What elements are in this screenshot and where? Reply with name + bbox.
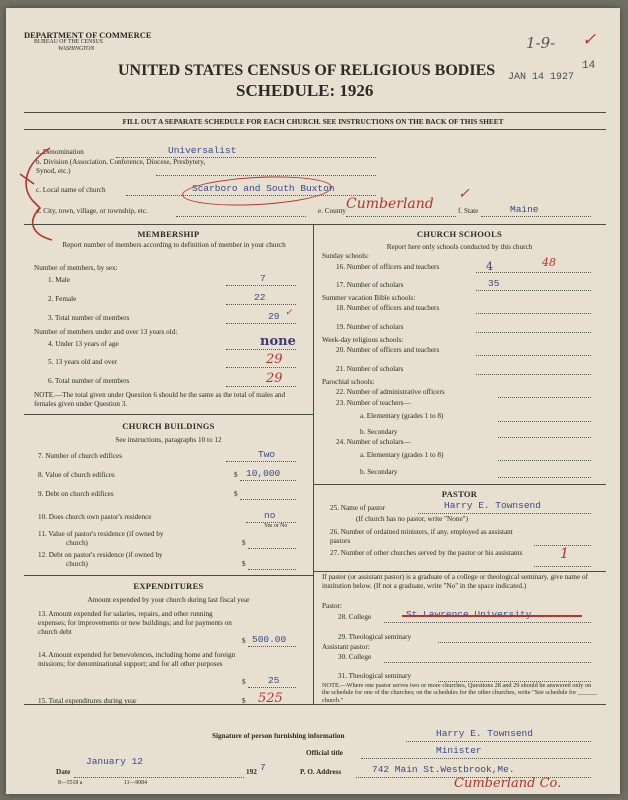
sunday-label: Sunday schools:: [322, 252, 369, 260]
q23-label: 23. Number of teachers—: [336, 399, 411, 407]
county-value: Cumberland: [346, 196, 434, 212]
city-label: WASHINGTON: [58, 46, 95, 52]
form-subtitle: SCHEDULE: 1926: [236, 81, 374, 100]
official-title-label: Official title: [306, 749, 343, 757]
pastor-note: NOTE.—Where one pastor serves two or more churches, Questions 28 and 29 should be answered only on the schedule for one of the churches; on the schedules for the other churches, write "See schedule for ______ church.": [322, 682, 597, 704]
q16-value-b: 48: [542, 256, 556, 269]
signature-label: Signature of person furnishing information: [212, 732, 345, 740]
buildings-sub: See instructions, paragraphs 10 to 12: [115, 436, 222, 444]
print-number: 11—9084: [124, 780, 147, 786]
q23b-label: b. Secondary: [360, 428, 398, 436]
q13-value: 500.00: [252, 634, 287, 645]
pastor-sub-label: Pastor:: [322, 602, 342, 610]
q3-label: 3. Total number of members: [48, 314, 130, 322]
department-label: DEPARTMENT OF COMMERCE: [24, 30, 152, 40]
q24a-label: a. Elementary (grades 1 to 8): [360, 451, 444, 459]
q6-label: 6. Total number of members: [48, 377, 130, 385]
q5-label: 5. 13 years old and over: [48, 358, 118, 366]
received-stamp: JAN 14 1927: [508, 72, 575, 83]
rule: [24, 129, 606, 130]
q25-label: 25. Name of pastor: [330, 504, 386, 512]
red-circle-mark: [181, 173, 332, 209]
summer-label: Summer vacation Bible schools:: [322, 294, 416, 302]
q10-value: no: [264, 510, 276, 521]
expenditures-sub: Amount expended by your church during last fiscal year: [87, 596, 250, 604]
red-corner-mark: ✓: [582, 30, 597, 50]
corner-note: 1-9-: [526, 34, 556, 52]
q17-value: 35: [488, 278, 500, 289]
q25-value: Harry E. Townsend: [444, 500, 541, 511]
q31-label: 31. Theological seminary: [338, 672, 412, 680]
county-check-mark: ✓: [458, 186, 470, 202]
q3-check-mark: ✓: [285, 308, 293, 318]
membership-heading: MEMBERSHIP: [137, 229, 200, 239]
official-title-value: Minister: [436, 745, 482, 756]
q7-value: Two: [258, 449, 276, 460]
q18-label: 18. Number of officers and teachers: [336, 304, 440, 312]
yes-no-hint: Yes or No: [264, 523, 288, 529]
q4-value: none: [260, 334, 296, 349]
q2-value: 22: [254, 292, 266, 303]
instruction-line: FILL OUT A SEPARATE SCHEDULE FOR EACH CHURCH. SEE INSTRUCTIONS ON THE BACK OF THIS SHEET: [122, 117, 504, 126]
date-label: Date: [56, 768, 71, 776]
q25-note: (If church has no pastor, write "None"): [356, 515, 468, 523]
expenditures-heading: EXPENDITURES: [133, 581, 204, 591]
q17-label: 17. Number of scholars: [336, 281, 404, 289]
q11-label: 11. Value of pastor's residence (if owned by: [38, 530, 164, 538]
q1-label: 1. Male: [48, 276, 70, 284]
q13-label: 13. Amount expended for salaries, repairs, and other running expenses; for improvements or new buildings; and for payments on church debt: [38, 610, 232, 636]
q11-label-cont: church): [66, 539, 88, 547]
q14-value: 25: [268, 675, 280, 686]
year-digit: 7: [260, 762, 266, 773]
q4-label: 4. Under 13 years of age: [48, 340, 119, 348]
q9-label: 9. Debt on church edifices: [38, 490, 114, 498]
church-name-value: Scarboro and South Buxton: [192, 183, 335, 194]
q27-value: 1: [560, 546, 569, 562]
state-value: Maine: [510, 204, 539, 215]
q12-label: 12. Debt on pastor's residence (if owned by: [38, 551, 163, 559]
q24-label: 24. Number of scholars—: [336, 438, 411, 446]
q16-value-a: 4: [486, 260, 493, 273]
q15-label: 15. Total expenditures during year: [38, 697, 137, 705]
q28-label: 28. College: [338, 613, 372, 621]
q20-label: 20. Number of officers and teachers: [336, 346, 440, 354]
q23a-label: a. Elementary (grades 1 to 8): [360, 412, 444, 420]
signature-value: Harry E. Townsend: [436, 728, 533, 739]
q19-label: 19. Number of scholars: [336, 323, 404, 331]
church-name-label: c. Local name of church: [36, 186, 106, 194]
by-sex-label: Number of members, by sex:: [34, 264, 118, 272]
buildings-heading: CHURCH BUILDINGS: [122, 421, 215, 431]
q27-label: 27. Number of other churches served by the pastor or his assistants: [330, 549, 523, 557]
q2-label: 2. Female: [48, 295, 77, 303]
schools-heading: CHURCH SCHOOLS: [416, 229, 503, 239]
division-label: b. Division (Association, Conference, Diocese, Presbytery, Synod, etc.): [36, 158, 206, 175]
form-number: 8—5518 a: [58, 780, 83, 786]
q30-label: 30. College: [338, 653, 372, 661]
state-label: f. State: [458, 207, 479, 215]
q8-label: 8. Value of church edifices: [38, 471, 115, 479]
q3-value: 29: [268, 311, 280, 322]
q22-label: 22. Number of administrative officers: [336, 388, 445, 396]
q15-value: 525: [258, 691, 283, 706]
schools-sub: Report here only schools conducted by this church: [386, 243, 533, 251]
date-value: January 12: [86, 756, 144, 767]
form-title: UNITED STATES CENSUS OF RELIGIOUS BODIES: [118, 62, 496, 79]
q1-value: 7: [260, 273, 266, 284]
po-address-label: P. O. Address: [300, 768, 342, 776]
q24b-label: b. Secondary: [360, 468, 398, 476]
stamp-number: 14: [582, 60, 596, 72]
q10-label: 10. Does church own pastor's residence: [38, 513, 152, 521]
census-schedule-sheet: DEPARTMENT OF COMMERCE BUREAU OF THE CENSUS WASHINGTON UNITED STATES CENSUS OF RELIGIOUS BODIES SCHEDULE: 1926 JAN 14 1927 14 1-9- ✓ FILL OUT A SEPARATE SCHEDULE FOR EACH CHURCH. SEE INSTRUCTIONS ON THE BACK OF THIS SHEET a. Denomination Universalist b. Division (Association, Conference, Diocese, Presbytery, Synod, etc.) c. Local name of church Scarboro and South Buxton d. City, town, village, or township, etc. e. County Cumberland ✓ f. State Maine MEMBERSHIP Report number of members according to definition of member in your church Number of members, by sex: 1. Male 7 2. Female 22 3. Total number of members 29 ✓ Number of members under and over 13 years old: 4. Under 13 years of age none 5. 13 years old and over 29 6. Total number of members 29 NOTE.—The total given under Question 6 should be the same as the total of males and females given under Question 3. CHURCH BUILDINGS See instructions, paragraphs 10 to 12 7. Number of church edifices Two 8. Value of church edifices $ 10,000 9. Debt on church edifices $ 10. Does church own pastor's residence no Yes or No 11. Value of pastor's residence (if owned by church) $ 12. Debt on pastor's residence (if owned by church) $ EXPENDITURES Amount expended by your church during last fiscal year 13. Amount expended for salaries, repairs, and other running expenses; for improvements or new buildings; and for payments on church debt $ 500.00 14. Amount expended for benevolences, including home and foreign missions; for denominational support; and for all other purposes $ 25 15. Total expenditures during year $ 525 CHURCH SCHOOLS Report here only schools conducted by this church Sunday schools: 16. Number of officers and teachers 4 48 17. Number of scholars 35 Summer vacation Bible schools: 18. Number of officers and teachers 19. Number of scholars Week-day religious schools: 20. Number of officers and teachers 21. Number of scholars Parochial schools: 22. Number of administrative officers 23. Number of teachers— a. Elementary (grades 1 to 8) b. Secondary 24. Number of scholars— a. Elementary (grades 1 to 8) b. Secondary PASTOR 25. Name of pastor Harry E. Townsend (If church has no pastor, write "None") 26. Number of ordained ministers, if any, employed as assistant pastors 27. Number of other churches served by the pastor or his assistants 1 If pastor (or assistant pastor) is a graduate of a college or theological seminary, give name of institution below. (If not a graduate, write "No" in the space indicated.) Pastor: 28. College 29. Theological seminary Assistant pastor: 30. College 31. Theological seminary NOTE.—Where one pastor serves two or more churches, Questions 28 and 29 should be answered only on the schedule for one of the churches; on the schedules for the other churches, write "See schedule for ______ church." Signature of person furnishing information Harry E. Townsend Official title Minister Date January 12 192 7 P. O. Address 742 Main St.Westbrook,Me. 8—5518 a 11—9084 Cumberland Co.: [6, 8, 620, 794]
q8-value: 10,000: [246, 468, 281, 479]
bureau-label: BUREAU OF THE CENSUS: [34, 39, 103, 45]
q12-label-cont: church): [66, 560, 88, 568]
q5-value: 29: [266, 352, 283, 367]
q6-value: 29: [266, 371, 283, 386]
po-address-value: 742 Main St.Westbrook,Me.: [372, 764, 515, 775]
graduate-instruction: If pastor (or assistant pastor) is a graduate of a college or theological seminary, give name of institution below. (If not a graduate, write "No" in the space indicated.): [322, 573, 588, 590]
county-label: e. County: [318, 207, 346, 215]
q28-strike-mark: [402, 615, 582, 617]
column-divider: [313, 224, 314, 704]
assistant-sub-label: Assistant pastor:: [322, 643, 370, 651]
q29-label: 29. Theological seminary: [338, 633, 412, 641]
denomination-value: Universalist: [168, 145, 237, 156]
parochial-label: Parochial schools:: [322, 378, 375, 386]
city-town-label: d. City, town, village, or township, etc.: [36, 207, 148, 215]
year-prefix: 192: [246, 768, 257, 776]
membership-note: NOTE.—The total given under Question 6 should be the same as the total of males and females given under Question 3.: [34, 391, 286, 408]
q26-label: 26. Number of ordained ministers, if any, employed as assistant pastors: [330, 528, 513, 545]
q21-label: 21. Number of scholars: [336, 365, 404, 373]
county-annotation: Cumberland Co.: [454, 776, 562, 791]
rule: [24, 112, 606, 113]
age-heading: Number of members under and over 13 years old:: [34, 328, 178, 336]
pastor-heading: PASTOR: [441, 489, 478, 499]
membership-intro: Report number of members according to definition of member in your church: [62, 241, 286, 249]
denomination-label: a. Denomination: [36, 148, 84, 156]
q14-label: 14. Amount expended for benevolences, including home and foreign missions; for denominational support; and for all other purposes: [38, 651, 236, 668]
q16-label: 16. Number of officers and teachers: [336, 263, 440, 271]
q7-label: 7. Number of church edifices: [38, 452, 123, 460]
weekday-label: Week-day religious schools:: [322, 336, 404, 344]
